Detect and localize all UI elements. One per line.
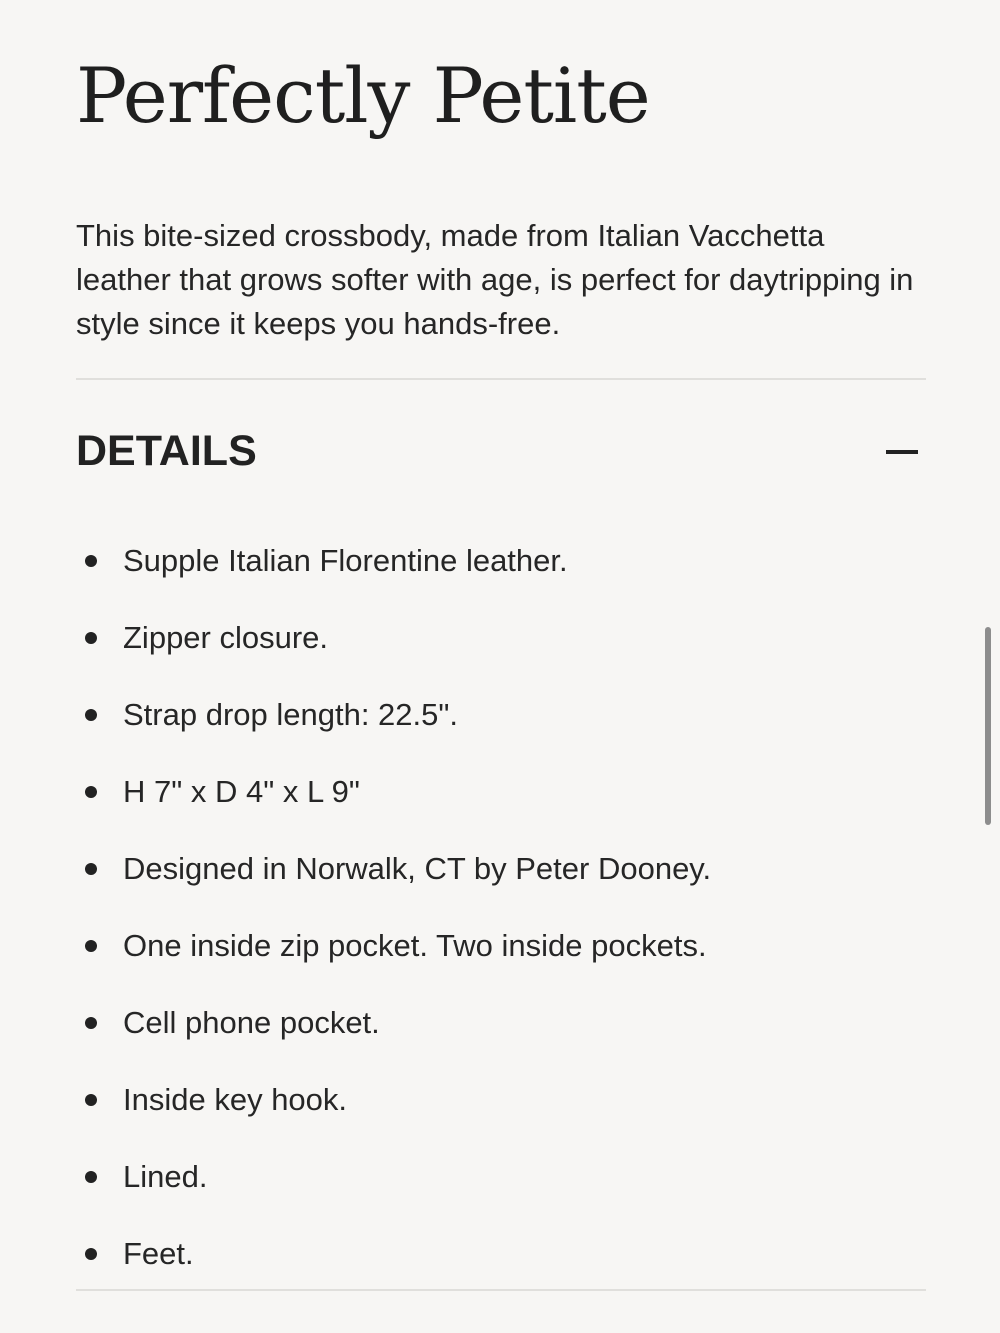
list-item bbox=[76, 1061, 926, 1138]
scrollbar-thumb[interactable] bbox=[985, 627, 991, 825]
details-accordion-header[interactable] bbox=[76, 420, 926, 482]
bullet-icon bbox=[85, 786, 97, 798]
list-item bbox=[76, 984, 926, 1061]
detail-text: Designed in Norwalk, CT by Peter Dooney. bbox=[123, 851, 712, 886]
list-item bbox=[76, 830, 926, 907]
collapse-button[interactable] bbox=[880, 434, 926, 470]
bullet-icon bbox=[85, 1171, 97, 1183]
list-item bbox=[76, 522, 926, 599]
list-item bbox=[76, 676, 926, 753]
bullet-icon bbox=[85, 940, 97, 952]
detail-text: H 7" x D 4" x L 9" bbox=[123, 774, 360, 809]
section-divider bbox=[76, 1289, 926, 1291]
detail-text: Feet. bbox=[123, 1236, 194, 1271]
list-item bbox=[76, 907, 926, 984]
minus-icon bbox=[886, 450, 918, 454]
bullet-icon bbox=[85, 1248, 97, 1260]
details-heading: DETAILS bbox=[76, 427, 257, 475]
list-item bbox=[76, 599, 926, 676]
bullet-icon bbox=[85, 863, 97, 875]
detail-text: Inside key hook. bbox=[123, 1082, 348, 1117]
bullet-icon bbox=[85, 632, 97, 644]
list-item bbox=[76, 753, 926, 830]
section-divider bbox=[76, 378, 926, 380]
detail-text: Supple Italian Florentine leather. bbox=[123, 543, 568, 578]
details-list bbox=[76, 522, 926, 1292]
list-item bbox=[76, 1215, 926, 1292]
bullet-icon bbox=[85, 555, 97, 567]
product-description: This bite-sized crossbody, made from Italian Vacchetta leather that grows softer with age, is perfect for daytripping in style since it keeps you hands-free. bbox=[76, 218, 914, 341]
detail-text: Strap drop length: 22.5". bbox=[123, 697, 459, 732]
detail-text: Cell phone pocket. bbox=[123, 1005, 380, 1040]
bullet-icon bbox=[85, 1017, 97, 1029]
bullet-icon bbox=[85, 709, 97, 721]
detail-text: Lined. bbox=[123, 1159, 208, 1194]
bullet-icon bbox=[85, 1094, 97, 1106]
product-title: Perfectly Petite bbox=[76, 51, 650, 140]
list-item bbox=[76, 1138, 926, 1215]
detail-text: One inside zip pocket. Two inside pockets. bbox=[123, 928, 707, 963]
detail-text: Zipper closure. bbox=[123, 620, 329, 655]
